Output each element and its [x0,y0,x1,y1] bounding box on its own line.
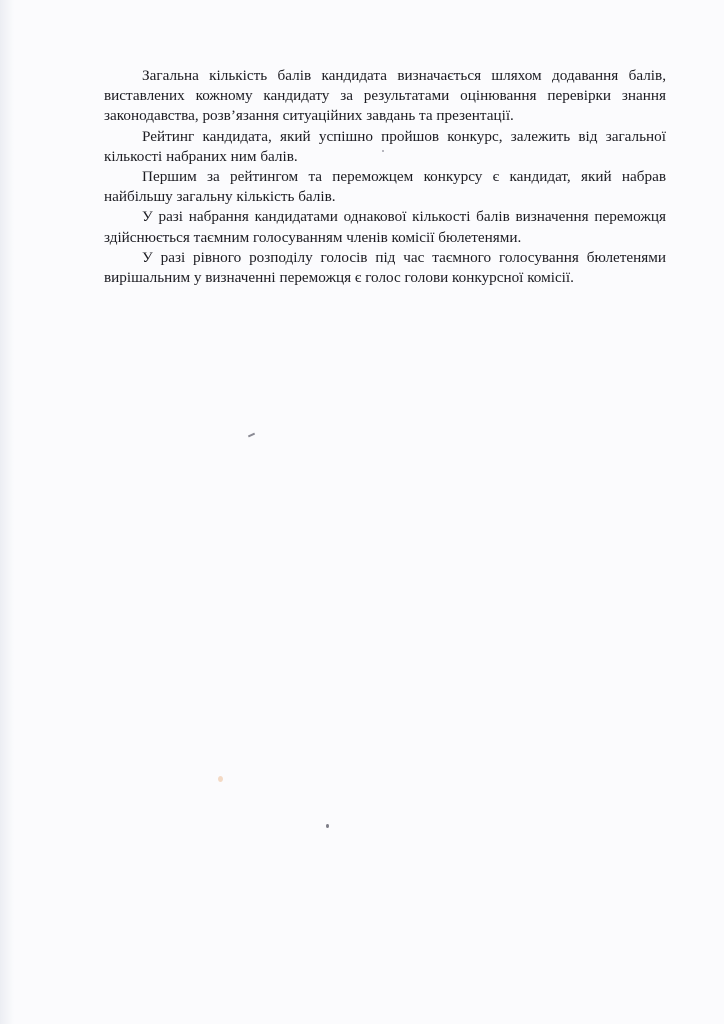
paragraph-rating: Рейтинг кандидата, який успішно пройшов конкурс, залежить від загальної кількості набраних ним балів. [104,127,666,165]
paragraph-winner: Першим за рейтингом та переможцем конкурсу є кандидат, який набрав найбільшу загальну кількість балів. [104,168,666,206]
scan-speck [326,824,329,828]
paragraph-total-score: Загальна кількість балів кандидата визначається шляхом додавання балів, виставлених кожному кандидату за результатами оцінювання перевірки знання законодавства, розв’язання ситуаційних завдань та презентації. [104,67,666,125]
scan-edge-shadow [0,0,14,1024]
scan-speck [382,150,384,152]
document-body [104,66,666,288]
scan-speck [218,776,223,782]
paragraph-tie-vote: У разі набрання кандидатами однакової кількості балів визначення переможця здійснюється таємним голосуванням членів комісії бюлетенями. [104,208,666,246]
scan-mark [248,433,255,438]
paragraph-casting-vote: У разі рівного розподілу голосів під час таємного голосування бюлетенями вирішальним у визначенні переможця є голос голови конкурсної комісії. [104,248,666,287]
